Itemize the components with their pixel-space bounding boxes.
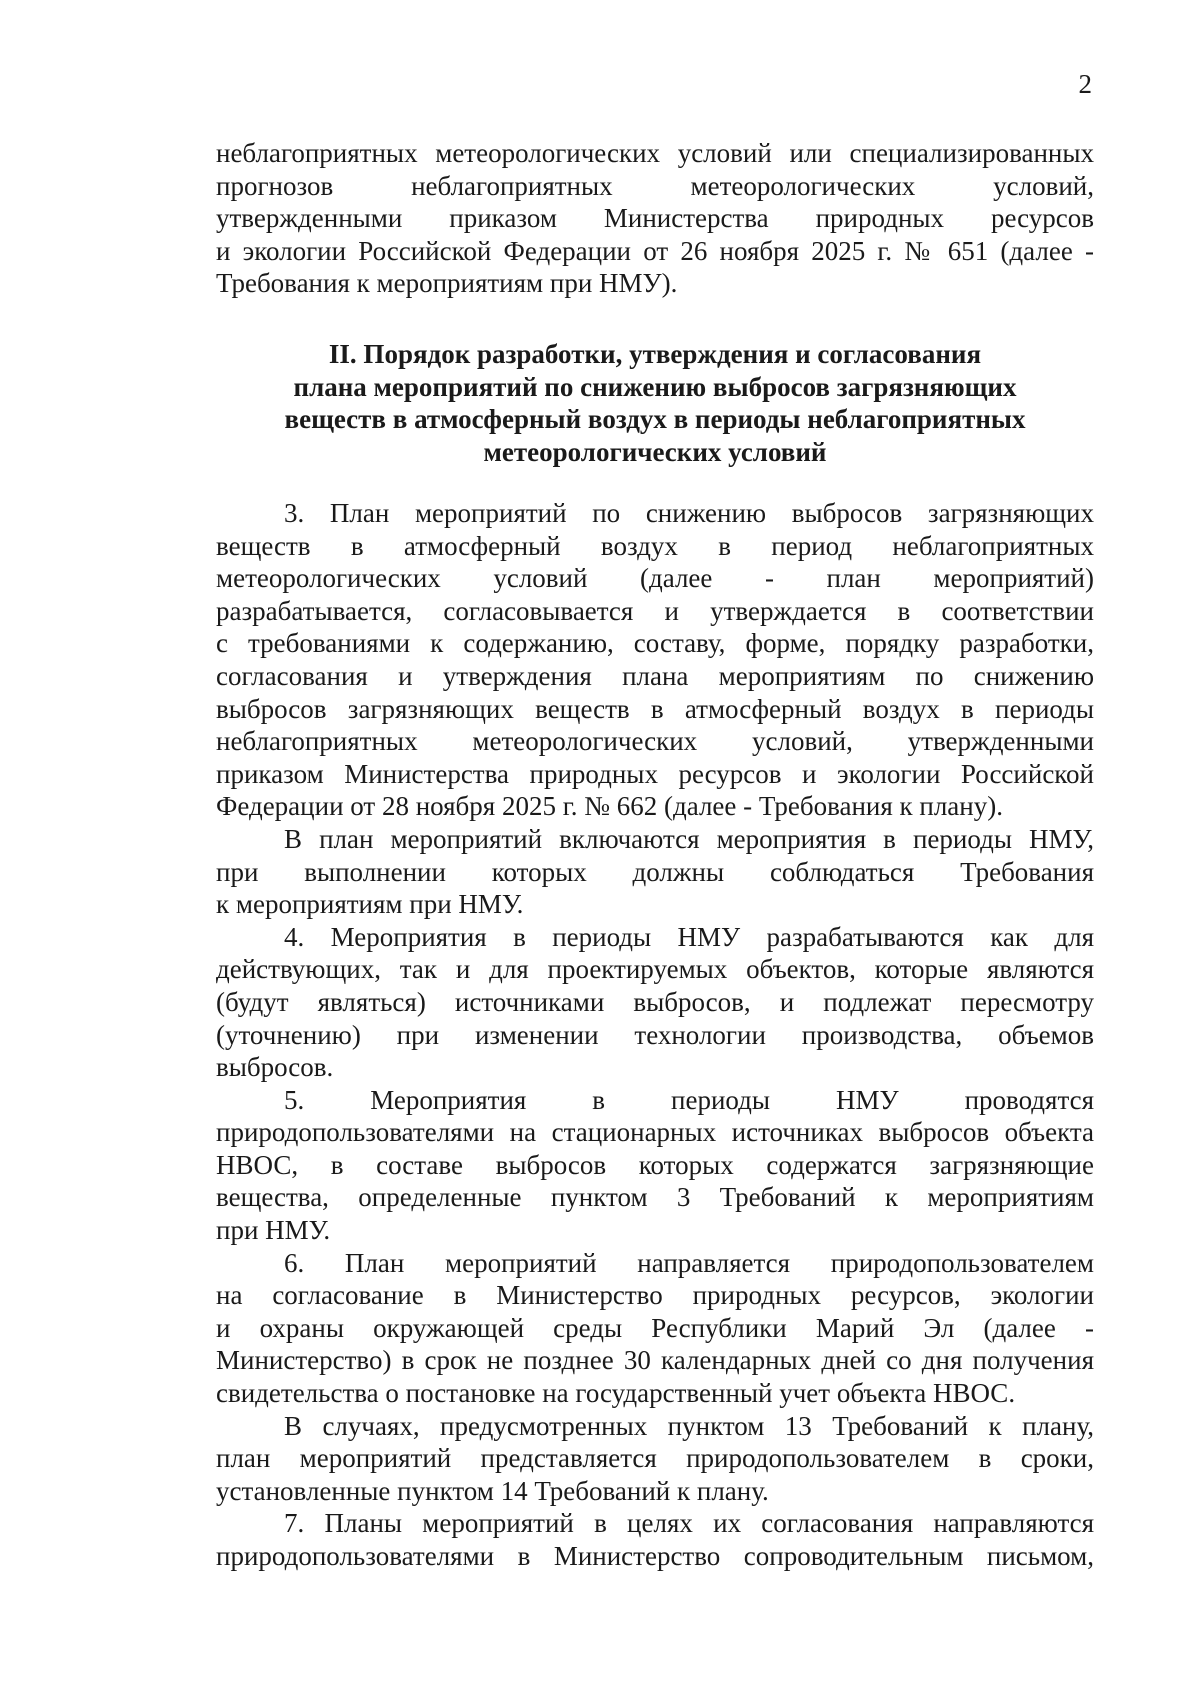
text-line: свидетельства о постановке на государственный учет объекта НВОС. xyxy=(216,1378,1016,1409)
text-line: 6. План мероприятий направляется природопользователем xyxy=(284,1247,1094,1278)
main-body xyxy=(216,497,1094,1573)
text-line: при НМУ. xyxy=(216,1215,331,1246)
text-line: В план мероприятий включаются мероприятия в периоды НМУ, xyxy=(284,823,1094,854)
paragraph-7 xyxy=(216,1507,1094,1572)
heading-line: II. Порядок разработки, утверждения и согласования xyxy=(328,339,982,369)
text-line: (будут являться) источниками выбросов, и подлежат пересмотру xyxy=(216,986,1094,1017)
text-line: 7. Планы мероприятий в целях их согласования направляются xyxy=(284,1508,1094,1539)
heading-line: метеорологических условий xyxy=(483,436,827,467)
text-line: действующих, так и для проектируемых объектов, которые являются xyxy=(216,954,1094,985)
text-line: неблагоприятных метеорологических условий или специализированных xyxy=(216,138,1094,168)
section-heading xyxy=(216,338,1094,468)
text-line: Министерство) в срок не позднее 30 календарных дней со дня получения xyxy=(216,1345,1094,1376)
text-line: 4. Мероприятия в периоды НМУ разрабатываются как для xyxy=(284,921,1094,952)
text-line: вещества, определенные пунктом 3 Требований к мероприятиям xyxy=(216,1182,1094,1213)
text-line: Федерации от 28 ноября 2025 г. № 662 (далее - Требования к плану). xyxy=(216,791,1003,822)
text-line: неблагоприятных метеорологических условий, утвержденными xyxy=(216,726,1094,757)
text-line: выбросов. xyxy=(216,1052,334,1083)
text-line: установленные пунктом 14 Требований к плану. xyxy=(216,1475,769,1506)
text-line: 3. План мероприятий по снижению выбросов загрязняющих xyxy=(284,498,1094,528)
page-number: 2 xyxy=(1078,69,1092,99)
text-line: 5. Мероприятия в периоды НМУ проводятся xyxy=(284,1084,1094,1115)
paragraph-3 xyxy=(216,497,1094,823)
paragraph-3-continued xyxy=(216,823,1094,921)
text-line: В случаях, предусмотренных пунктом 13 Требований к плану, xyxy=(284,1410,1094,1441)
text-line: НВОС, в составе выбросов которых содержатся загрязняющие xyxy=(216,1149,1094,1180)
text-line: выбросов загрязняющих веществ в атмосферный воздух в периоды xyxy=(216,693,1094,724)
text-line: разрабатывается, согласовывается и утверждается в соответствии xyxy=(216,595,1094,626)
text-line: и экологии Российской Федерации от 26 ноября 2025 г. № 651 (далее - xyxy=(216,235,1094,266)
text-line: план мероприятий представляется природопользователем в сроки, xyxy=(216,1443,1094,1474)
paragraph-6 xyxy=(216,1247,1094,1410)
text-line: с требованиями к содержанию, составу, форме, порядку разработки, xyxy=(216,628,1094,659)
paragraph-5 xyxy=(216,1084,1094,1247)
text-line: и охраны окружающей среды Республики Марий Эл (далее - xyxy=(216,1312,1094,1343)
text-line: прогнозов неблагоприятных метеорологических условий, xyxy=(216,170,1094,201)
text-line: метеорологических условий (далее - план мероприятий) xyxy=(216,563,1094,594)
text-line: природопользователями на стационарных источниках выбросов объекта xyxy=(216,1117,1094,1148)
heading-line: веществ в атмосферный воздух в периоды неблагоприятных xyxy=(284,404,1026,435)
paragraph-4 xyxy=(216,921,1094,1084)
text-line: к мероприятиям при НМУ. xyxy=(216,889,524,920)
text-line: природопользователями в Министерство сопроводительным письмом, xyxy=(216,1541,1094,1571)
text-line: согласования и утверждения плана мероприятиям по снижению xyxy=(216,660,1094,691)
text-line: веществ в атмосферный воздух в период неблагоприятных xyxy=(216,530,1094,561)
text-line: Требования к мероприятиям при НМУ). xyxy=(216,268,678,299)
heading-line: плана мероприятий по снижению выбросов загрязняющих xyxy=(293,371,1017,402)
text-line: (уточнению) при изменении технологии производства, объемов xyxy=(216,1019,1094,1050)
text-line: утвержденными приказом Министерства природных ресурсов xyxy=(216,203,1094,234)
text-line: при выполнении которых должны соблюдаться Требования xyxy=(216,856,1094,887)
text-line: приказом Министерства природных ресурсов и экологии Российской xyxy=(216,758,1094,789)
paragraph-6-continued xyxy=(216,1410,1094,1508)
text-line: на согласование в Министерство природных ресурсов, экологии xyxy=(216,1280,1094,1311)
intro-paragraph xyxy=(216,137,1094,300)
